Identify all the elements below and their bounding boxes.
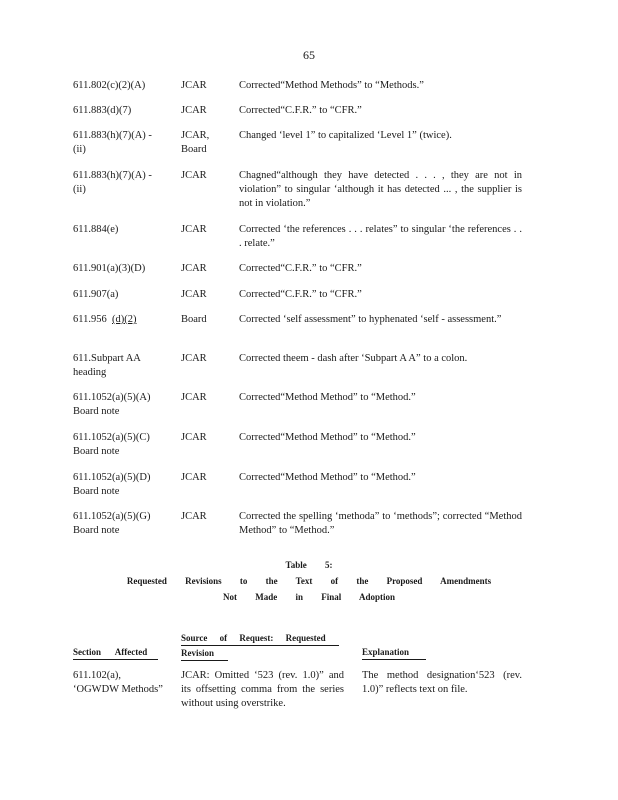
explanation-cell: Chagned“although they have detected . . . , they are not in violation” to singular ‘although it has detected ... , the supplier is not in violation.” (239, 170, 522, 209)
explanation-cell: Corrected“Method Method” to “Method.” (239, 432, 416, 443)
source-cell: JCAR (181, 263, 207, 274)
section-cell: 611.883(h)(7)(A) - (ii) (73, 130, 152, 155)
section-cell: 611.102(a), ‘OGWDW Methods” (73, 670, 163, 695)
source-cell: JCAR (181, 472, 207, 483)
table5-header-revision-label: Revision (181, 646, 228, 661)
section-cell: 611.802(c)(2)(A) (73, 80, 146, 91)
section-number: 611.956 (73, 314, 107, 325)
table5-caption-title: Requested Revisions to the Text of the Proposed Amendments (126, 576, 492, 586)
source-cell: JCAR (181, 432, 207, 443)
explanation-cell: Corrected“C.F.R.” to “CFR.” (239, 289, 362, 300)
explanation-cell: Corrected“C.F.R.” to “CFR.” (239, 105, 362, 116)
table5-header-explanation-label: Explanation (362, 645, 426, 660)
explanation-cell: Changed ‘level 1” to capitalized ‘Level 1” (twice). (239, 130, 452, 141)
revision-cell: JCAR: Omitted ‘523 (rev. 1.0)” and its offsetting comma from the series without using overstrike. (181, 670, 344, 709)
explanation-cell: Corrected“C.F.R.” to “CFR.” (239, 263, 362, 274)
section-cell: 611.1052(a)(5)(G) Board note (73, 511, 151, 536)
source-cell: JCAR (181, 170, 207, 181)
source-cell: JCAR (181, 353, 207, 364)
section-cell: 611.907(a) (73, 289, 119, 300)
table5-caption-subtitle: Not Made in Final Adoption (222, 592, 396, 602)
section-cell: 611.901(a)(3)(D) (73, 263, 146, 274)
table5-header-source (181, 631, 339, 661)
explanation-cell: Corrected“Method Method” to “Method.” (239, 472, 416, 483)
source-cell: JCAR (181, 224, 207, 235)
explanation-cell: Corrected the spelling ‘methoda” to ‘methods”; corrected “Method Method” to “Method.” (239, 511, 522, 536)
table5-header-section-label: Section Affected (73, 645, 158, 660)
explanation-cell: Corrected“Method Method” to “Method.” (239, 392, 416, 403)
table5-header-explanation (362, 645, 426, 660)
section-cell: 611.1052(a)(5)(A) Board note (73, 392, 151, 417)
source-cell: JCAR (181, 392, 207, 403)
section-cell: 611.1052(a)(5)(C) Board note (73, 432, 150, 457)
source-cell: JCAR (181, 105, 207, 116)
table5-header-source-label: Source of Request: Requested (181, 631, 339, 646)
section-cell: 611.883(h)(7)(A) - (ii) (73, 170, 152, 195)
source-cell: JCAR, Board (181, 130, 210, 155)
explanation-cell: Corrected ‘the references . . . relates” to singular ‘the references . . . relate.” (239, 224, 522, 249)
section-cell: 611.884(e) (73, 224, 119, 235)
table5-caption-number: Table 5: (285, 560, 333, 570)
explanation-cell: The method designation‘523 (rev. 1.0)” reflects text on file. (362, 670, 522, 695)
source-cell: JCAR (181, 511, 207, 522)
section-subsection-underlined: (d)(2) (112, 314, 137, 325)
source-cell: Board (181, 314, 207, 325)
section-cell (73, 313, 165, 327)
section-cell: 611.Subpart AA heading (73, 353, 141, 378)
source-cell: JCAR (181, 80, 207, 91)
explanation-cell: Corrected“Method Methods” to “Methods.” (239, 80, 424, 91)
explanation-cell: Corrected theem - dash after ‘Subpart A A” to a colon. (239, 353, 468, 364)
table5-caption (0, 557, 618, 605)
section-cell: 611.883(d)(7) (73, 105, 132, 116)
explanation-cell: Corrected ‘self assessment” to hyphenated ‘self - assessment.” (239, 314, 502, 325)
page-number: 65 (303, 48, 315, 62)
section-cell: 611.1052(a)(5)(D) Board note (73, 472, 151, 497)
source-cell: JCAR (181, 289, 207, 300)
table5-header-section (73, 645, 158, 660)
